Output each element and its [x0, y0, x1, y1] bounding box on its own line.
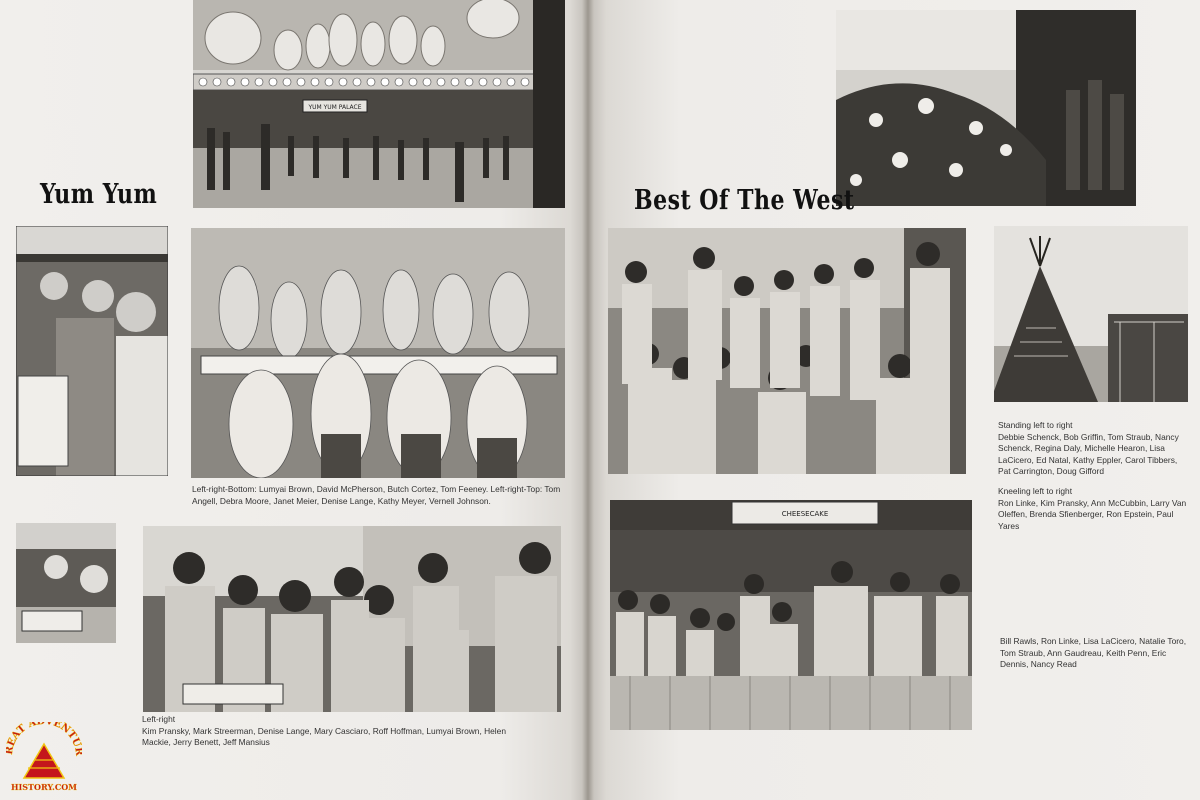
great-adventure-history-logo	[6, 722, 82, 794]
yum-yum-staff-photo	[191, 228, 565, 478]
yum-yum-stand-photo	[16, 226, 168, 476]
west-counter-photo	[610, 500, 972, 730]
west-garden-photo	[836, 10, 1136, 206]
logo-line-1: EAT A ENTU	[6, 722, 82, 749]
yum-yum-heading: Yum Yum	[40, 178, 158, 211]
west-standing-label: Standing left to right	[998, 420, 1073, 430]
west-standing-names: Debbie Schenck, Bob Griffin, Tom Straub, Nancy Schenck, Regina Daly, Michelle Hearon, Lisa LaCicero, Ed Natal, Kathy Eppler, Carol Tibbers, Pat Carrington, Doug Gifford	[998, 431, 1179, 476]
yum-yum-bottom-names: Kim Pransky, Mark Streerman, Denise Lange, Mary Casciaro, Roff Hoffman, Lumyai Brown, Helen Mackie, Jerry Benett, Jeff Mansius	[142, 725, 506, 747]
yum-yum-palace-photo	[193, 0, 565, 208]
palace-sign: YUM YUM PALACE	[308, 104, 362, 111]
best-of-the-west-heading: Best Of The West	[634, 184, 855, 217]
west-standing-caption	[998, 420, 1188, 478]
west-counter-names: Bill Rawls, Ron Linke, Lisa LaCicero, Natalie Toro, Tom Straub, Ann Gaudreau, Keith Penn, Eric Dennis, Nancy Read	[1000, 636, 1187, 669]
yum-yum-group-caption	[192, 484, 564, 507]
yum-yum-bottom-caption	[142, 714, 522, 749]
yum-yum-counter-photo	[16, 523, 116, 643]
west-kneeling-caption	[998, 486, 1188, 532]
west-team-photo	[608, 228, 966, 474]
book-gutter	[582, 0, 594, 800]
west-kneeling-label: Kneeling left to right	[998, 486, 1073, 496]
menu-board-text: CHEESECAKE	[781, 510, 829, 518]
logo-line-2: HISTORY.COM	[10, 782, 78, 792]
yum-yum-bottom-label: Left-right	[142, 714, 176, 724]
yum-yum-group-caption-text: Left-right-Bottom: Lumyai Brown, David McPherson, Butch Cortez, Tom Feeney. Left-right-Top: Tom Angell, Debra Moore, Janet Meier, Denise Lange, Kathy Meyer, Vernell Johnson.	[192, 484, 561, 506]
yum-yum-crew-photo	[143, 526, 561, 712]
west-counter-caption	[1000, 636, 1190, 671]
west-kneeling-names: Ron Linke, Kim Pransky, Ann McCubbin, Larry Van Oleffen, Brenda Sfienberger, Ron Epstein, Paul Yares	[998, 497, 1187, 531]
west-teepee-photo	[994, 226, 1188, 402]
